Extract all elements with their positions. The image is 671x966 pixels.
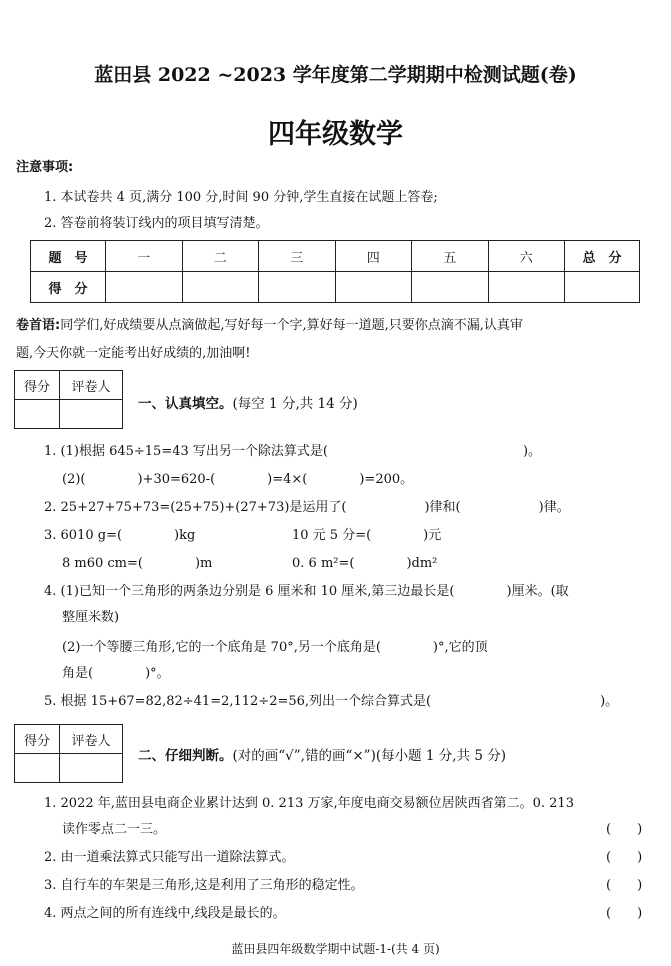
answer-bracket[interactable]: ( ) — [606, 906, 643, 921]
section1-heading — [138, 392, 358, 412]
s1-q2: 2. 25+27+75+73=(25+75)+(27+73)是运用了( )律和( )律。 — [44, 500, 570, 515]
motto-line-2: 题,今天你就一定能考出好成绩的,加油啊! — [16, 346, 251, 361]
score-cell: 总 分 — [565, 241, 640, 272]
score-cell: 六 — [488, 241, 565, 272]
s2-q1a: 1. 2022 年,蓝田县电商企业累计达到 0. 213 万家,年度电商交易额位居陕西省第二。0. 213 — [44, 796, 574, 811]
section1-grading-box — [14, 370, 123, 429]
score-input-cell[interactable] — [488, 272, 565, 303]
answer-bracket[interactable]: ( ) — [606, 850, 643, 865]
grading-grader-label: 评卷人 — [60, 725, 123, 754]
score-input-cell[interactable] — [335, 272, 412, 303]
s1-q3b2: 0. 6 m²=( )dm² — [292, 556, 438, 571]
s1-q4a: 4. (1)已知一个三角形的两条边分别是 6 厘米和 10 厘米,第三边最长是( )厘米。(取 — [44, 584, 569, 599]
score-table — [30, 240, 640, 303]
s1-q1a: 1. (1)根据 645÷15=43 写出另一个除法算式是( )。 — [44, 444, 542, 459]
grading-grader-label: 评卷人 — [60, 371, 123, 400]
motto-line-1 — [16, 314, 523, 333]
section2-title: 二、仔细判断。 — [138, 748, 233, 764]
score-input-cell[interactable] — [565, 272, 640, 303]
s2-q1b: 读作零点二一三。 — [62, 822, 167, 837]
s2-q4: 4. 两点之间的所有连线中,线段是最长的。 — [44, 906, 286, 921]
score-cell: 五 — [412, 241, 489, 272]
score-cell: 三 — [259, 241, 336, 272]
s1-q4c: (2)一个等腰三角形,它的一个底角是 70°,另一个底角是( )°,它的顶 — [62, 640, 488, 655]
grading-grader-cell[interactable] — [60, 400, 123, 429]
score-input-cell[interactable] — [412, 272, 489, 303]
page-footer: 蓝田县四年级数学期中试题-1-(共 4 页) — [231, 942, 440, 956]
grading-score-cell[interactable] — [15, 754, 60, 783]
notice-item: 2. 答卷前将装订线内的项目填写清楚。 — [44, 216, 269, 231]
s2-q3: 3. 自行车的车架是三角形,这是利用了三角形的稳定性。 — [44, 878, 364, 893]
s1-q3a1: 3. 6010 g=( )kg — [44, 528, 196, 543]
exam-title: 蓝田县 2022 ~2023 学年度第二学期期中检测试题(卷) — [94, 64, 577, 86]
notice-item: 1. 本试卷共 4 页,满分 100 分,时间 90 分钟,学生直接在试题上答卷; — [44, 190, 438, 205]
section1-note: (每空 1 分,共 14 分) — [232, 396, 358, 412]
grading-grader-cell[interactable] — [60, 754, 123, 783]
score-cell: 四 — [335, 241, 412, 272]
score-input-cell[interactable] — [259, 272, 336, 303]
score-input-cell[interactable] — [182, 272, 259, 303]
section1-title: 一、认真填空。 — [138, 396, 233, 412]
section2-grading-box — [14, 724, 123, 783]
s1-q5: 5. 根据 15+67=82,82÷41=2,112÷2=56,列出一个综合算式是( )。 — [44, 694, 619, 709]
grading-score-cell[interactable] — [15, 400, 60, 429]
score-cell: 一 — [106, 241, 183, 272]
s1-q3a2: 10 元 5 分=( )元 — [292, 528, 442, 543]
s1-q4d: 角是( )°。 — [62, 666, 170, 681]
score-cell: 二 — [182, 241, 259, 272]
grading-score-label: 得分 — [15, 725, 60, 754]
answer-bracket[interactable]: ( ) — [606, 878, 643, 893]
subject-title: 四年级数学 — [268, 119, 403, 150]
s1-q3b1: 8 m60 cm=( )m — [62, 556, 213, 571]
section2-note: (对的画“√”,错的画“×”)(每小题 1 分,共 5 分) — [232, 748, 507, 764]
s1-q4b: 整厘米数) — [62, 610, 120, 625]
section2-heading — [138, 744, 506, 764]
score-cell: 题 号 — [31, 241, 106, 272]
grading-score-label: 得分 — [15, 371, 60, 400]
s2-q2: 2. 由一道乘法算式只能写出一道除法算式。 — [44, 850, 295, 865]
notice-heading: 注意事项: — [16, 160, 74, 175]
score-table-header-row — [31, 241, 640, 272]
answer-bracket[interactable]: ( ) — [606, 822, 643, 837]
motto-label: 卷首语: — [16, 318, 61, 333]
score-table-score-row — [31, 272, 640, 303]
s1-q1b: (2)( )+30=620-( )=4×( )=200。 — [62, 472, 414, 487]
motto-text: 同学们,好成绩要从点滴做起,写好每一个字,算好每一道题,只要你点滴不漏,认真审 — [60, 318, 523, 333]
score-row-label: 得 分 — [31, 272, 106, 303]
score-input-cell[interactable] — [106, 272, 183, 303]
